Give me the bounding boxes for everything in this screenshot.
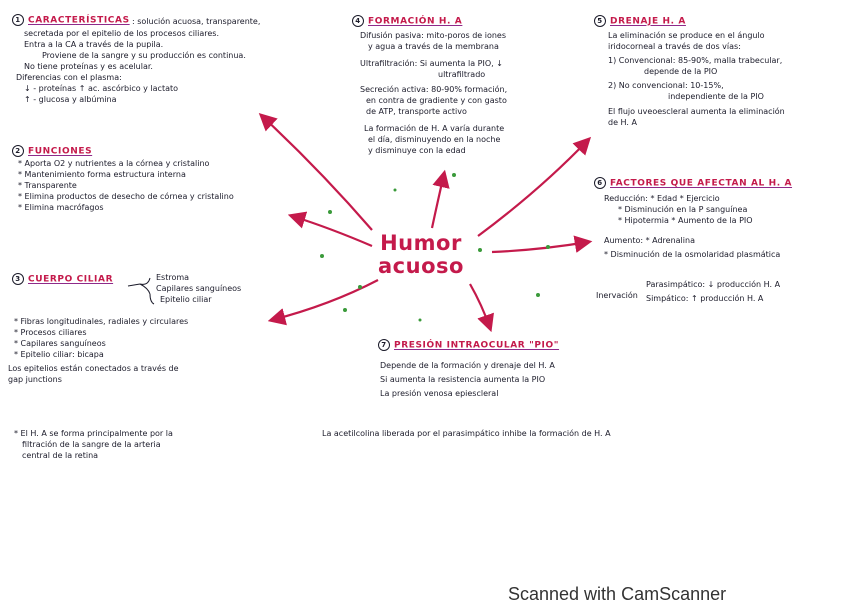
funciones-line: * Aporta O2 y nutrientes a la córnea y cristalino <box>18 159 210 168</box>
drenaje-line: La eliminación se produce en el ángulo <box>608 31 765 40</box>
formacion-line: Ultrafiltración: Si aumenta la PIO, ↓ <box>360 59 503 68</box>
formacion-line: y agua a través de la membrana <box>368 42 499 51</box>
factores-line: * Disminución de la osmolaridad plasmática <box>604 250 781 259</box>
formacion-line: de ATP, transporte activo <box>366 107 467 116</box>
formacion-line: y disminuye con la edad <box>368 146 466 155</box>
factores-line: Reducción: * Edad * Ejercicio <box>604 194 720 203</box>
caracteristicas-line: ↓ - proteínas ↑ ac. ascórbico y lactato <box>24 84 179 93</box>
factores-line: * Hipotermia * Aumento de la PIO <box>618 216 753 225</box>
caracteristicas-line: secretada por el epitelio de los procesos ciliares. <box>24 29 220 38</box>
inervacion-label: Inervación <box>596 291 638 300</box>
drenaje-title: DRENAJE H. A <box>610 16 686 27</box>
ciliar-branch: Epitelio ciliar <box>160 295 212 304</box>
ciliar-line: * Capilares sanguíneos <box>14 339 106 348</box>
caracteristicas-number: 1 <box>12 14 24 26</box>
ciliar-note-line: filtración de la sangre de la arteria <box>22 440 161 449</box>
ciliar-line: * Epitelio ciliar: bicapa <box>14 350 104 359</box>
funciones-title: FUNCIONES <box>28 146 93 157</box>
presion-heading <box>378 339 559 351</box>
drenaje-body <box>608 30 785 128</box>
arrow-to-factores <box>492 242 588 252</box>
center-title-line-1: Humor <box>380 231 462 255</box>
drenaje-line: 1) Convencional: 85-90%, malla trabecular, <box>608 56 783 65</box>
arrow-to-presion <box>470 284 490 328</box>
drenaje-line: independiente de la PIO <box>668 92 764 101</box>
drenaje-number: 5 <box>594 15 606 27</box>
cuerpo-ciliar-heading <box>12 273 113 285</box>
arrow-to-cuerpo-ciliar <box>272 280 378 320</box>
factores-line: * Disminución en la P sanguínea <box>618 205 748 214</box>
inervacion-line: Simpático: ↑ producción H. A <box>646 294 764 303</box>
drenaje-line: depende de la PIO <box>644 67 718 76</box>
ciliar-branch: Capilares sanguíneos <box>156 284 242 293</box>
ciliar-note-line: central de la retina <box>22 451 99 460</box>
center-title <box>378 232 464 278</box>
funciones-line: * Transparente <box>18 181 77 190</box>
formacion-body <box>360 30 507 156</box>
ciliar-line: * Fibras longitudinales, radiales y circulares <box>14 317 189 326</box>
inervacion-body <box>646 279 780 304</box>
presion-body <box>380 360 555 399</box>
ciliar-line: Los epitelios están conectados a través de <box>8 364 179 373</box>
funciones-line: * Elimina productos de desecho de córnea y cristalino <box>18 192 234 201</box>
factores-number: 6 <box>594 177 606 189</box>
caracteristicas-line: Diferencias con el plasma: <box>16 73 122 82</box>
cuerpo-ciliar-number: 3 <box>12 273 24 285</box>
factores-line: Aumento: * Adrenalina <box>604 236 695 245</box>
factores-body <box>604 193 780 260</box>
ciliar-line: * Procesos ciliares <box>14 328 87 337</box>
caracteristicas-heading <box>12 14 130 26</box>
funciones-body <box>18 158 234 213</box>
drenaje-line: 2) No convencional: 10-15%, <box>608 81 724 90</box>
ciliar-note-line: * El H. A se forma principalmente por la <box>14 429 173 438</box>
formacion-line: en contra de gradiente y con gasto <box>366 96 507 105</box>
camscanner-watermark: Scanned with CamScanner <box>508 584 727 604</box>
presion-line: La presión venosa epiescleral <box>380 389 499 398</box>
presion-number: 7 <box>378 339 390 351</box>
formacion-line: Difusión pasiva: mito-poros de iones <box>360 31 507 40</box>
drenaje-line: iridocorneal a través de dos vías: <box>608 42 741 51</box>
acetilcolina-note: La acetilcolina liberada por el parasimpático inhibe la formación de H. A <box>322 429 611 438</box>
formacion-title: FORMACIÓN H. A <box>368 16 463 27</box>
cuerpo-ciliar-branches <box>156 272 241 305</box>
ciliar-branch: Estroma <box>156 273 190 282</box>
arrow-to-formacion <box>432 174 444 228</box>
presion-line: Si aumenta la resistencia aumenta la PIO <box>380 375 546 384</box>
arrow-to-caracteristicas <box>262 116 372 230</box>
inervacion-line: Parasimpático: ↓ producción H. A <box>646 280 781 289</box>
caracteristicas-line: Proviene de la sangre y su producción es continua. <box>42 51 246 60</box>
formacion-line: La formación de H. A varía durante <box>364 124 505 133</box>
funciones-line: * Elimina macrófagos <box>18 203 104 212</box>
cuerpo-ciliar-body <box>8 316 189 385</box>
drenaje-line: de H. A <box>608 118 637 127</box>
funciones-number: 2 <box>12 145 24 157</box>
caracteristicas-line: Entra a la CA a través de la pupila. <box>24 40 164 49</box>
formacion-number: 4 <box>352 15 364 27</box>
factores-title: FACTORES QUE AFECTAN AL H. A <box>610 178 793 189</box>
caracteristicas-lead: : solución acuosa, transparente, <box>132 17 261 26</box>
ciliar-line: gap junctions <box>8 375 62 384</box>
funciones-heading <box>12 145 92 157</box>
presion-title: PRESIÓN INTRAOCULAR "PIO" <box>394 340 560 351</box>
cuerpo-ciliar-title: CUERPO CILIAR <box>28 274 114 285</box>
ciliar-brace <box>128 278 154 304</box>
center-title-line-2: acuoso <box>378 254 464 278</box>
caracteristicas-title: CARACTERÍSTICAS <box>28 15 130 26</box>
caracteristicas-body <box>16 28 246 105</box>
drenaje-line: El flujo uveoescleral aumenta la eliminación <box>608 107 785 116</box>
formacion-line: Secreción activa: 80-90% formación, <box>360 85 508 94</box>
drenaje-heading <box>594 15 686 27</box>
funciones-line: * Mantenimiento forma estructura interna <box>18 170 186 179</box>
factores-heading <box>594 177 792 189</box>
formacion-line: el día, disminuyendo en la noche <box>368 135 501 144</box>
formacion-line: ultrafiltrado <box>438 70 486 79</box>
caracteristicas-line: No tiene proteínas y es acelular. <box>24 62 153 71</box>
presion-line: Depende de la formación y drenaje del H. A <box>380 361 555 370</box>
formacion-heading <box>352 15 462 27</box>
arrow-to-funciones <box>292 216 372 246</box>
ciliar-note <box>14 428 173 461</box>
caracteristicas-line: ↑ - glucosa y albúmina <box>24 95 117 104</box>
